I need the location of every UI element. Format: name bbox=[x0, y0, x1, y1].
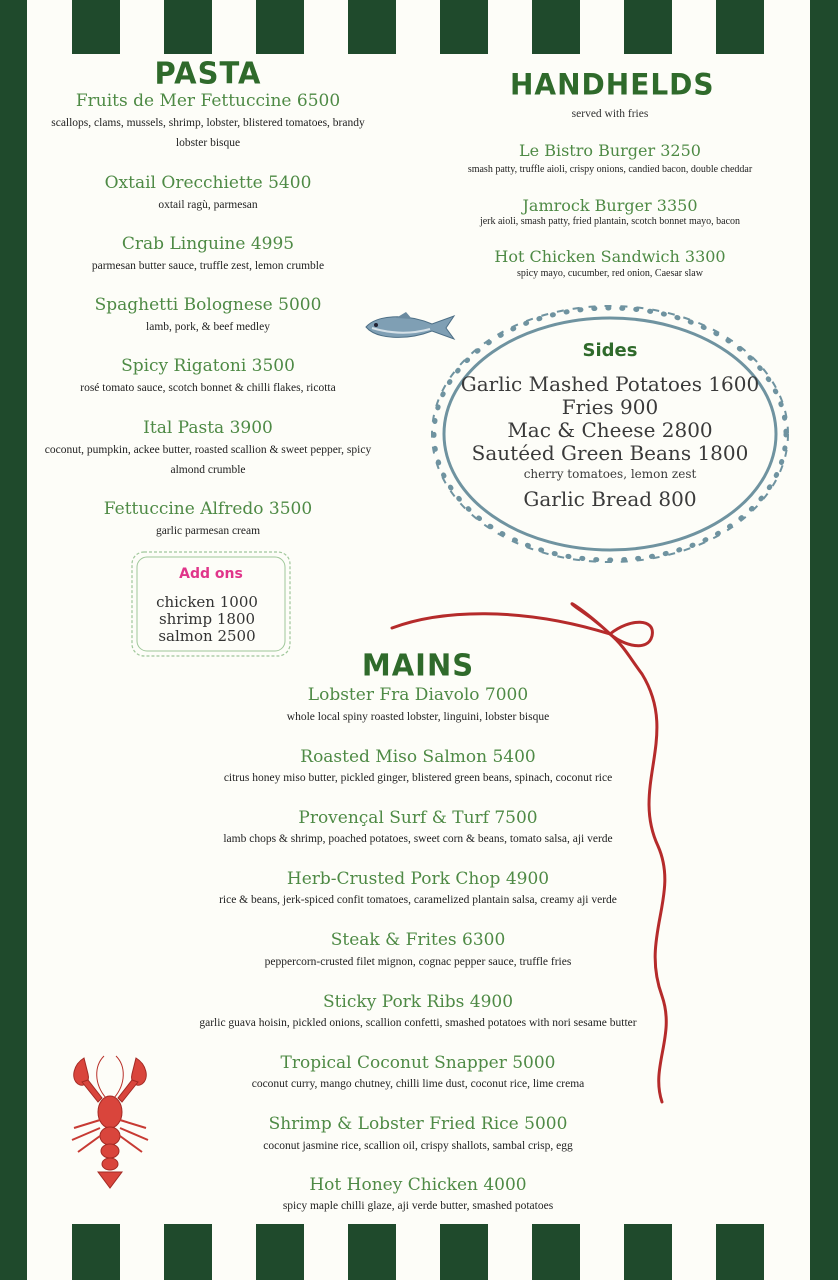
handhelds-subtitle: served with fries bbox=[571, 108, 649, 120]
pasta-item-name: Crab Linguine 4995 bbox=[121, 234, 295, 254]
handhelds-heading: HANDHELDS bbox=[510, 67, 715, 102]
main-item-name: Roasted Miso Salmon 5400 bbox=[300, 747, 536, 767]
main-item-desc: rice & beans, jerk-spiced confit tomatoes, caramelized plantain salsa, creamy aji verde bbox=[219, 894, 617, 906]
bottom-stripe-border bbox=[0, 1224, 838, 1280]
pasta-item-desc: garlic parmesan cream bbox=[155, 525, 261, 537]
pasta-item-desc: rosé tomato sauce, scotch bonnet & chilli flakes, ricotta bbox=[80, 382, 336, 394]
handheld-item-name: Jamrock Burger 3350 bbox=[522, 196, 698, 215]
pasta-heading: PASTA bbox=[154, 55, 262, 91]
main-item-desc: coconut jasmine rice, scallion oil, crispy shallots, sambal crisp, egg bbox=[263, 1140, 573, 1152]
main-item-desc: lamb chops & shrimp, poached potatoes, sweet corn & beans, tomato salsa, aji verde bbox=[223, 833, 613, 845]
main-item-desc: peppercorn-crusted filet mignon, cognac pepper sauce, truffle fries bbox=[264, 956, 572, 968]
left-border-bar bbox=[0, 0, 27, 1280]
handheld-item-name: Hot Chicken Sandwich 3300 bbox=[494, 247, 726, 266]
pasta-item-desc: parmesan butter sauce, truffle zest, lemon crumble bbox=[91, 260, 325, 272]
main-item-name: Hot Honey Chicken 4000 bbox=[309, 1175, 527, 1195]
main-item-desc: coconut curry, mango chutney, chilli lime dust, coconut rice, lime crema bbox=[251, 1078, 585, 1090]
addons-title: Add ons bbox=[179, 566, 243, 582]
top-stripe-border bbox=[0, 0, 838, 54]
handheld-item-name: Le Bistro Burger 3250 bbox=[519, 141, 701, 160]
side-item: Garlic Bread 800 bbox=[523, 487, 697, 511]
pasta-item-desc: scallops, clams, mussels, shrimp, lobster, blistered tomatoes, brandy lobster bisque bbox=[51, 117, 365, 149]
pasta-item-name: Oxtail Orecchiette 5400 bbox=[104, 173, 312, 193]
side-item: Sautéed Green Beans 1800 bbox=[471, 441, 749, 465]
addon-item: chicken 1000 bbox=[156, 593, 258, 611]
main-item-desc: spicy maple chilli glaze, aji verde butter, smashed potatoes bbox=[282, 1200, 554, 1212]
main-item-name: Provençal Surf & Turf 7500 bbox=[298, 808, 538, 828]
pasta-item-name: Ital Pasta 3900 bbox=[143, 418, 273, 438]
right-border-bar bbox=[810, 0, 838, 1280]
addon-item: shrimp 1800 bbox=[158, 610, 256, 628]
main-item-desc: whole local spiny roasted lobster, linguini, lobster bisque bbox=[286, 711, 550, 723]
main-item-name: Tropical Coconut Snapper 5000 bbox=[280, 1053, 556, 1073]
side-item: Mac & Cheese 2800 bbox=[507, 418, 713, 442]
addon-item: salmon 2500 bbox=[158, 627, 256, 645]
handheld-item-desc: jerk aioli, smash patty, fried plantain, scotch bonnet mayo, bacon bbox=[479, 216, 741, 227]
side-item-note: cherry tomatoes, lemon zest bbox=[523, 467, 697, 481]
pasta-item-desc: lamb, pork, & beef medley bbox=[146, 321, 270, 333]
main-item-name: Herb-Crusted Pork Chop 4900 bbox=[286, 869, 550, 889]
handheld-item-desc: smash patty, truffle aioli, crispy onions, candied bacon, double cheddar bbox=[467, 164, 753, 175]
main-item-name: Sticky Pork Ribs 4900 bbox=[322, 992, 514, 1012]
main-item-name: Lobster Fra Diavolo 7000 bbox=[307, 685, 529, 705]
side-item: Fries 900 bbox=[561, 395, 659, 419]
mains-heading: MAINS bbox=[361, 647, 475, 683]
pasta-item-name: Fettuccine Alfredo 3500 bbox=[103, 499, 313, 519]
lobster-illustration bbox=[64, 1054, 156, 1190]
main-item-desc: citrus honey miso butter, pickled ginger, blistered green beans, spinach, coconut rice bbox=[223, 772, 613, 784]
main-item-name: Shrimp & Lobster Fried Rice 5000 bbox=[268, 1114, 568, 1134]
main-item-desc: garlic guava hoisin, pickled onions, scallion confetti, smashed potatoes with nori sesame butter bbox=[199, 1017, 637, 1029]
pasta-item-desc: oxtail ragù, parmesan bbox=[158, 199, 258, 211]
sides-title: Sides bbox=[582, 340, 638, 361]
pasta-item-name: Fruits de Mer Fettuccine 6500 bbox=[75, 91, 341, 111]
pasta-item-desc: coconut, pumpkin, ackee butter, roasted scallion & sweet pepper, spicy almond crumble bbox=[44, 444, 372, 476]
handheld-item-desc: spicy mayo, cucumber, red onion, Caesar slaw bbox=[517, 268, 703, 279]
pasta-item-name: Spaghetti Bolognese 5000 bbox=[94, 295, 322, 315]
side-item: Garlic Mashed Potatoes 1600 bbox=[460, 372, 760, 396]
pasta-item-name: Spicy Rigatoni 3500 bbox=[121, 356, 295, 376]
main-item-name: Steak & Frites 6300 bbox=[330, 930, 506, 950]
